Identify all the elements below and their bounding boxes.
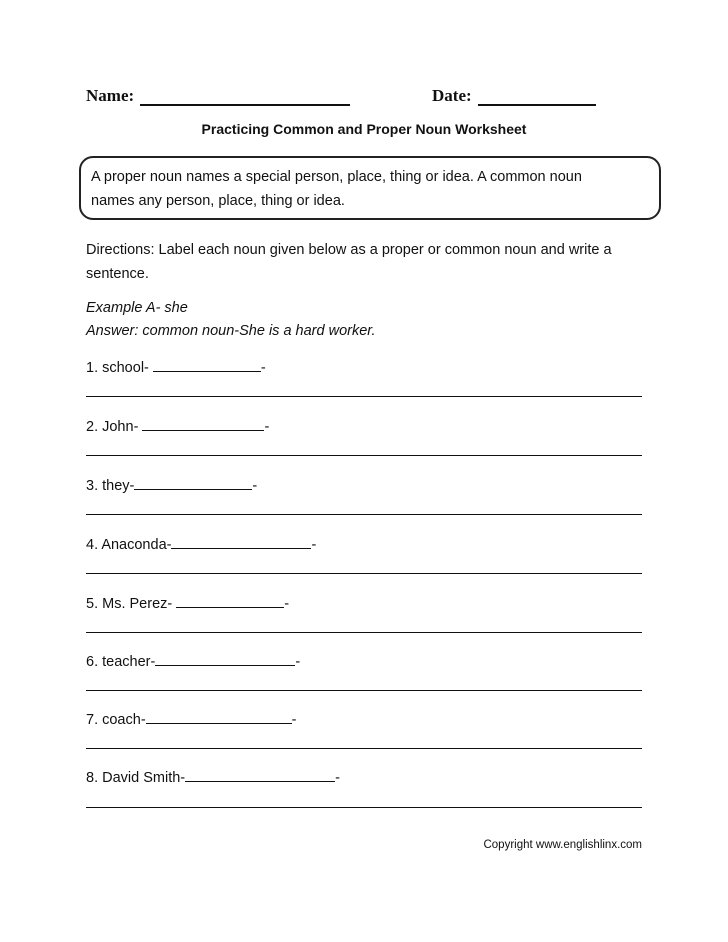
item-2 xyxy=(86,416,269,437)
example-answer: Answer: common noun-She is a hard worker. xyxy=(86,323,376,339)
example xyxy=(86,297,646,343)
item-dash: - xyxy=(284,596,290,612)
directions-line: Directions: Label each noun given below as a proper or common noun and write a xyxy=(86,242,612,258)
item-label: 3. they- xyxy=(86,478,135,494)
date-block xyxy=(432,86,596,106)
item-1 xyxy=(86,357,266,378)
copyright-text: Copyright www.englishlinx.com xyxy=(483,839,642,851)
sentence-line[interactable] xyxy=(86,632,642,633)
noun-type-blank[interactable] xyxy=(176,593,284,608)
item-7 xyxy=(86,709,297,730)
example-prompt: Example A- she xyxy=(86,300,188,316)
definition-line: names any person, place, thing or idea. xyxy=(91,193,345,209)
item-4 xyxy=(86,534,316,555)
item-dash: - xyxy=(295,654,301,670)
sentence-line[interactable] xyxy=(86,455,642,456)
noun-type-blank[interactable] xyxy=(171,534,311,549)
date-field[interactable] xyxy=(478,86,596,106)
noun-type-blank[interactable] xyxy=(153,357,261,372)
item-label: 6. teacher- xyxy=(86,654,156,670)
noun-type-blank[interactable] xyxy=(142,416,264,431)
item-dash: - xyxy=(335,770,340,786)
item-label: 4. Anaconda- xyxy=(86,537,172,553)
definition-box xyxy=(79,156,661,220)
item-label: 2. John- xyxy=(86,419,139,435)
item-6 xyxy=(86,651,300,672)
noun-type-blank[interactable] xyxy=(146,709,292,724)
item-label: 1. school- xyxy=(86,360,149,376)
sentence-line[interactable] xyxy=(86,748,642,749)
name-block xyxy=(86,86,350,106)
item-8 xyxy=(86,767,340,788)
directions xyxy=(86,238,656,286)
header-row xyxy=(86,86,646,110)
sentence-line[interactable] xyxy=(86,514,642,515)
item-dash: - xyxy=(264,419,270,435)
name-field[interactable] xyxy=(140,86,350,106)
noun-type-blank[interactable] xyxy=(155,651,295,666)
item-label: 7. coach- xyxy=(86,712,146,728)
noun-type-blank[interactable] xyxy=(134,475,252,490)
sentence-line[interactable] xyxy=(86,396,642,397)
directions-line: sentence. xyxy=(86,266,149,282)
noun-type-blank[interactable] xyxy=(185,767,335,782)
item-label: 8. David Smith- xyxy=(86,770,186,786)
item-dash: - xyxy=(291,712,297,728)
item-3 xyxy=(86,475,257,496)
worksheet-title: Practicing Common and Proper Noun Worksheet xyxy=(201,121,527,137)
sentence-line[interactable] xyxy=(86,807,642,808)
item-5 xyxy=(86,593,289,614)
item-label: 5. Ms. Perez- xyxy=(86,596,173,612)
sentence-line[interactable] xyxy=(86,690,642,691)
date-label: Date: xyxy=(432,86,472,105)
definition-line: A proper noun names a special person, place, thing or idea. A common noun xyxy=(91,169,582,185)
item-dash: - xyxy=(311,537,317,553)
sentence-line[interactable] xyxy=(86,573,642,574)
item-dash: - xyxy=(252,478,258,494)
item-dash: - xyxy=(260,360,266,376)
name-label: Name: xyxy=(86,86,135,105)
